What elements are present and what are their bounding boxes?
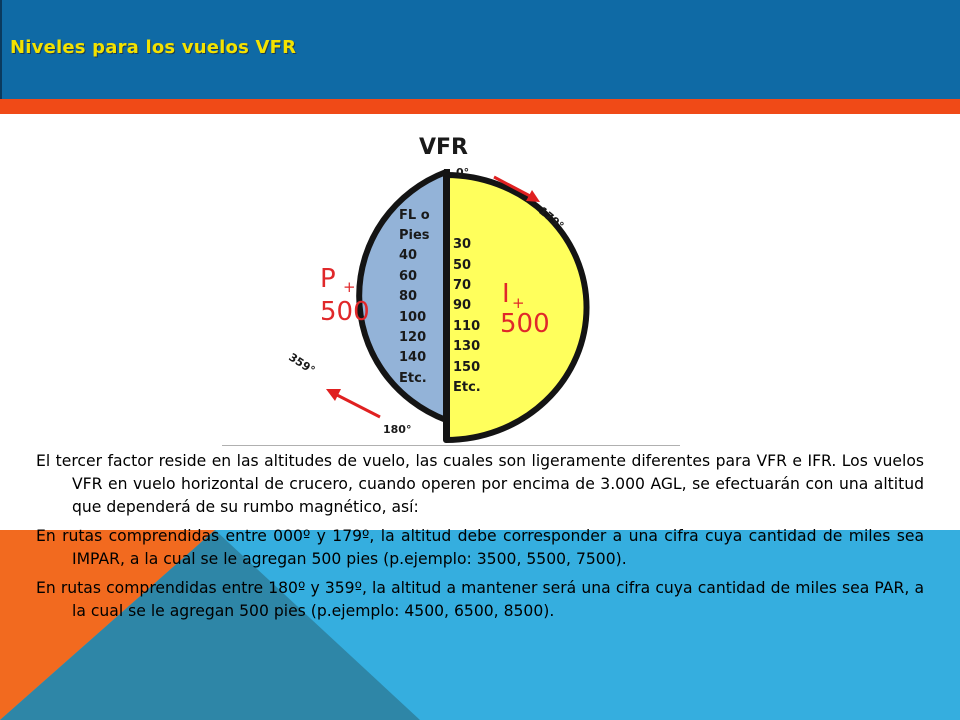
left-level: Pies [399,228,430,243]
right-rule-value: 500 [500,309,550,339]
degree-180-label: 180° [383,423,412,436]
vfr-diagram [270,127,600,450]
paragraph-par: En rutas comprendidas entre 180º y 359º, la altitud a mantener será una cifra cuya cantidad de miles sea PAR, a la cual se le agregan 500 pies (p.ejemplo: 4500, 6500, 8500). [36,579,924,620]
degree-179-label: 179° [536,204,567,233]
right-rule-sign: + [512,294,525,312]
left-level: 120 [399,330,427,345]
degree-359-label: 359° [286,350,318,378]
left-level: 140 [399,350,427,365]
right-level: 30 [453,237,472,252]
right-rule-letter: I [502,279,510,309]
body-text [36,450,924,629]
left-level: Etc. [399,371,427,386]
paragraph-intro: El tercer factor reside en las altitudes de vuelo, las cuales son ligeramente diferentes para VFR e IFR. Los vuelos VFR en vuelo horizontal de crucero, cuando operen por encima de 3.000 AGL, se efectuarán con una altitud que dependerá de su rumbo magnético, así: [36,452,924,516]
right-level: 130 [453,339,481,354]
right-level: 70 [453,278,472,293]
right-level: 150 [453,360,481,375]
right-level: 110 [453,319,481,334]
header-edge [0,0,2,99]
degree-0-label: 0° [456,166,470,179]
right-level: Etc. [453,380,481,395]
left-level: 60 [399,269,418,284]
accent-stripe [0,99,960,114]
figure-underline [222,445,680,446]
left-level: FL o [399,208,430,223]
left-level: 80 [399,289,418,304]
left-rule-letter: P [320,264,336,294]
arrow-180-359-icon [326,389,380,417]
left-level: 100 [399,310,427,325]
left-level: 40 [399,248,418,263]
left-rule-sign: + [343,278,356,296]
vfr-heading: VFR [419,135,468,160]
left-rule-value: 500 [320,297,370,327]
paragraph-impar: En rutas comprendidas entre 000º y 179º, la altitud debe corresponder a una cifra cuya cantidad de miles sea IMPAR, a la cual se le agregan 500 pies (p.ejemplo: 3500, 5500, 7500). [36,527,924,568]
right-level: 90 [453,298,472,313]
right-level: 50 [453,258,472,273]
slide-title: Niveles para los vuelos VFR [10,37,297,58]
